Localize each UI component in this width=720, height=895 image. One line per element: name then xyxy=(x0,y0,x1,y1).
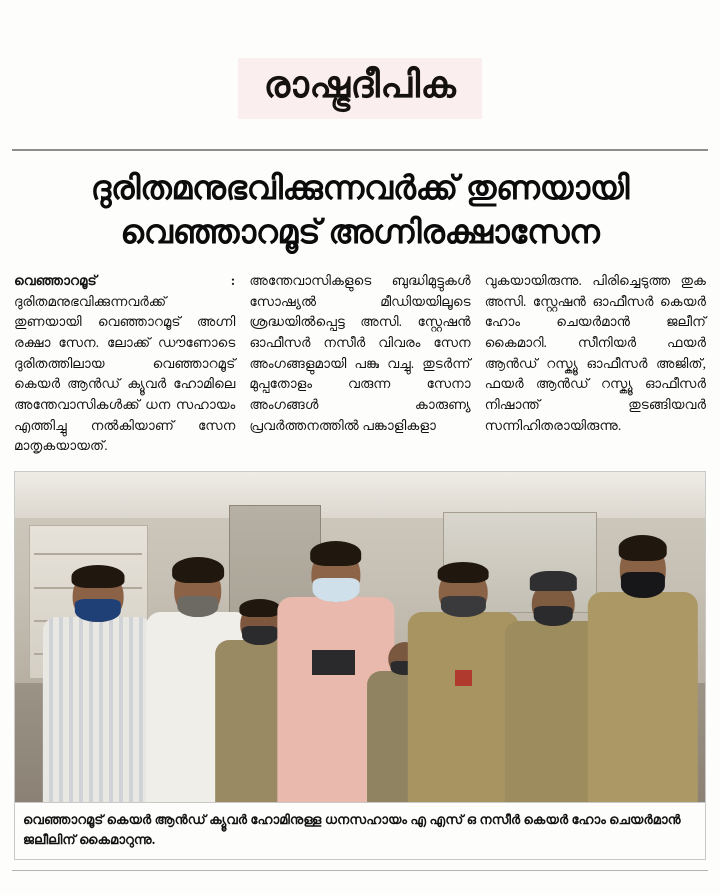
bottom-divider-rule xyxy=(12,870,708,871)
photo-person-8-hair xyxy=(619,535,668,561)
article-column-2 xyxy=(249,271,470,457)
article-dateline: വെഞ്ഞാറമൂട് : xyxy=(14,273,236,289)
photo-person-8-body xyxy=(588,592,698,802)
photo-person-8 xyxy=(588,518,698,802)
newspaper-masthead-title: രാഷ്ട്രദീപിക xyxy=(238,58,483,119)
article-photo xyxy=(14,471,706,803)
photo-person-2-mask xyxy=(177,596,218,617)
article-headline xyxy=(14,167,706,255)
photo-person-6 xyxy=(408,538,518,802)
article-column-3 xyxy=(485,271,706,457)
photo-person-1-hair xyxy=(71,565,124,588)
photo-person-6-body xyxy=(408,612,518,802)
photo-person-4-hair xyxy=(310,541,362,566)
photo-person-3-hair xyxy=(239,599,280,617)
masthead-container xyxy=(0,0,720,119)
article-column-1 xyxy=(14,271,235,457)
photo-person-6-mask xyxy=(441,596,485,617)
article-column-3-text: വുകയായിരുന്നു. പിരിച്ചെടുത്ത തുക അസി. സ്റ്റേഷൻ ഓഫീസർ കെയർ ഹോം ചെയർമാൻ ജലീന് കൈമാറി. സീനിയർ ഫയർ ആൻഡ് റസ്ക്യൂ ഓഫീസർ അജിത്, ഫയർ ആൻഡ് റസ്ക്യൂ ഓഫീസർ നിഷാന്ത് തുടങ്ങിയവർ സന്നിഹിതരായിരുന്നു. xyxy=(484,273,706,433)
photo-ceiling xyxy=(15,472,705,518)
photo-person-4-mask xyxy=(312,578,359,603)
article-column-2-text: അന്തേവാസികളുടെ ബുദ്ധിമുട്ടുകൾ സോഷ്യൽ മീഡിയയിലൂടെ ശ്രദ്ധയിൽപ്പെട്ട അസി. സ്റ്റേഷൻ ഓഫീസർ നസീർ വിവരം സേന അംഗങ്ങളുമായി പങ്കു വച്ചു. തുടർന്ന് മുപ്പതോളം വരുന്ന സേനാ അംഗങ്ങൾ കാരുണ്യ പ്രവർത്തനത്തിൽ പങ്കാളികളാ xyxy=(249,273,471,433)
photo-person-7-cap xyxy=(530,571,576,591)
photo-person-1 xyxy=(43,545,153,802)
article-paragraph-1 xyxy=(14,271,235,457)
photo-person-7-mask xyxy=(534,606,573,626)
photo-person-8-mask xyxy=(621,572,665,598)
article-column-1-text: ദുരിതമനുഭവിക്കുന്നവർക്ക് തുണയായി വെഞ്ഞാറമൂട് അഗ്നി രക്ഷാ സേന. ലോക്ക് ഡൗണോടെ ദുരിതത്തിലായ വെഞ്ഞാറമൂട് കെയർ ആൻഡ് ക്യൂവർ ഹോമിലെ അന്തേവാസികൾക്ക് ധന സഹായം എത്തിച്ചു നൽകിയാണ് സേന മാതൃകയായത്. xyxy=(14,293,236,454)
masthead-divider-rule xyxy=(12,149,708,151)
photo-person-4-pocket xyxy=(312,650,354,675)
photo-person-1-mask xyxy=(75,599,121,622)
photo-person-1-body xyxy=(43,617,153,802)
photo-person-6-hair xyxy=(438,562,489,583)
headline-line-2: വെഞ്ഞാറമൂട് അഗ്നിരക്ഷാസേന xyxy=(120,214,600,251)
photo-person-6-rank-badge xyxy=(455,670,473,686)
headline-line-1: ദുരിതമനുഭവിക്കുന്നവർക്ക് തുണയായി xyxy=(90,170,630,207)
photo-scene xyxy=(15,472,705,802)
photo-caption: വെഞ്ഞാറമൂട് കെയർ ആൻഡ് ക്യൂവർ ഹോമിനുള്ള ധനസഹായം എ എസ് ഒ നസീർ കെയർ ഹോം ചെയർമാൻ ജലീലിന് കൈമാറുന്നു. xyxy=(14,803,706,860)
article-body-columns xyxy=(14,271,706,457)
